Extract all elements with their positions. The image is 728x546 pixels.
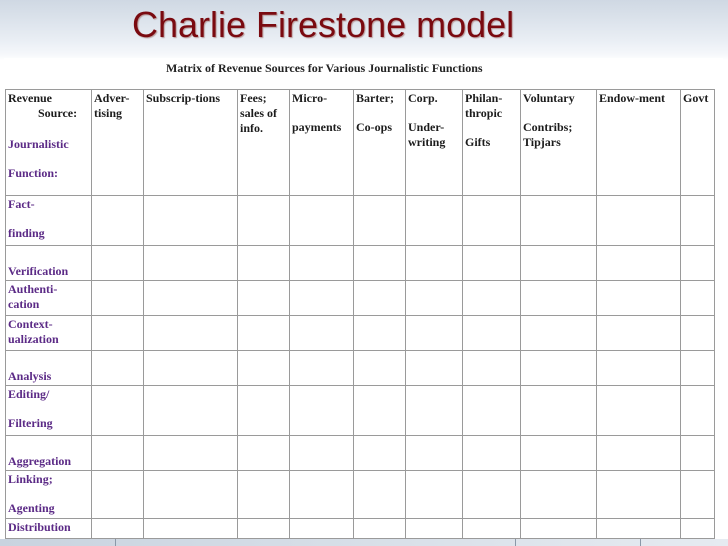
matrix-cell — [290, 351, 354, 386]
matrix-row — [6, 471, 715, 519]
corner-function-label: Function: — [8, 166, 59, 180]
matrix-cell — [238, 471, 290, 519]
row-label-line: Verification — [8, 264, 69, 278]
matrix-row — [6, 436, 715, 471]
row-label-line: cation — [8, 297, 40, 311]
matrix-cell — [406, 351, 463, 386]
matrix-cell — [92, 351, 144, 386]
matrix-cell — [521, 471, 597, 519]
matrix-cell — [406, 519, 463, 539]
matrix-cell — [521, 246, 597, 281]
slide-footer-bar — [0, 539, 728, 546]
footer-divider — [515, 539, 516, 546]
corner-source-label: Source: — [38, 106, 78, 120]
matrix-cell — [681, 471, 715, 519]
matrix-cell — [354, 246, 406, 281]
matrix-cell — [354, 386, 406, 436]
row-label — [6, 196, 92, 246]
matrix-cell — [144, 281, 238, 316]
matrix-cell — [597, 436, 681, 471]
matrix-cell — [463, 471, 521, 519]
column-header-line: sales of — [240, 106, 277, 120]
matrix-cell — [463, 281, 521, 316]
corner-cell — [6, 90, 92, 196]
matrix-cell — [144, 471, 238, 519]
column-header — [463, 90, 521, 196]
header-row — [6, 90, 715, 196]
column-header-line: Micro- — [292, 91, 328, 105]
column-header-line: Adver- — [94, 91, 130, 105]
matrix-cell — [238, 196, 290, 246]
column-header-line: tising — [94, 106, 123, 120]
matrix-cell — [92, 519, 144, 539]
matrix-cell — [463, 246, 521, 281]
column-header-line: payments — [292, 120, 342, 134]
matrix-cell — [521, 519, 597, 539]
matrix-cell — [681, 519, 715, 539]
row-label — [6, 281, 92, 316]
matrix-cell — [354, 471, 406, 519]
column-header-line: Endow-ment — [599, 91, 666, 105]
matrix-cell — [354, 351, 406, 386]
matrix-cell — [681, 436, 715, 471]
matrix-cell — [92, 281, 144, 316]
matrix-cell — [681, 386, 715, 436]
matrix-cell — [521, 386, 597, 436]
column-header-line: Philan- — [465, 91, 503, 105]
matrix-cell — [406, 316, 463, 351]
corner-revenue-label: Revenue — [8, 91, 52, 105]
matrix-cell — [597, 351, 681, 386]
column-header-line: Subscrip-tions — [146, 91, 221, 105]
matrix-cell — [92, 246, 144, 281]
matrix-cell — [290, 246, 354, 281]
column-header — [406, 90, 463, 196]
column-header-line: writing — [408, 135, 446, 149]
matrix-cell — [521, 196, 597, 246]
matrix-cell — [290, 196, 354, 246]
row-label-line: Filtering — [8, 416, 53, 430]
row-label-line: Context- — [8, 317, 53, 331]
matrix-cell — [681, 316, 715, 351]
matrix-cell — [681, 351, 715, 386]
matrix-row — [6, 246, 715, 281]
row-label-line: Authenti- — [8, 282, 58, 296]
matrix-cell — [238, 316, 290, 351]
column-header — [290, 90, 354, 196]
matrix-cell — [597, 519, 681, 539]
matrix-cell — [92, 471, 144, 519]
matrix-cell — [238, 246, 290, 281]
row-label — [6, 246, 92, 281]
matrix-cell — [597, 316, 681, 351]
matrix-cell — [354, 316, 406, 351]
matrix-cell — [681, 246, 715, 281]
matrix-cell — [597, 196, 681, 246]
matrix-cell — [681, 281, 715, 316]
column-header-line: Tipjars — [523, 135, 561, 149]
matrix-cell — [238, 386, 290, 436]
matrix-cell — [597, 471, 681, 519]
matrix-cell — [238, 351, 290, 386]
matrix-cell — [290, 281, 354, 316]
row-label — [6, 436, 92, 471]
matrix-caption: Matrix of Revenue Sources for Various Journalistic Functions — [166, 61, 483, 75]
matrix-cell — [681, 196, 715, 246]
column-header-line: Corp. — [408, 91, 438, 105]
matrix-cell — [290, 519, 354, 539]
column-header — [144, 90, 238, 196]
matrix-cell — [144, 351, 238, 386]
column-header-line: Under- — [408, 120, 445, 134]
row-label-line: Aggregation — [8, 454, 72, 468]
matrix-cell — [238, 281, 290, 316]
revenue-matrix-table — [5, 89, 715, 539]
row-label-line: Linking; — [8, 472, 53, 486]
matrix-row — [6, 281, 715, 316]
matrix-row — [6, 386, 715, 436]
matrix-row — [6, 316, 715, 351]
footer-divider — [115, 539, 116, 546]
matrix-cell — [144, 386, 238, 436]
matrix-row — [6, 196, 715, 246]
row-label-line: Editing/ — [8, 387, 50, 401]
row-label — [6, 519, 92, 539]
matrix-cell — [521, 436, 597, 471]
matrix-cell — [290, 436, 354, 471]
column-header — [597, 90, 681, 196]
matrix-cell — [406, 471, 463, 519]
matrix-cell — [92, 196, 144, 246]
column-header — [92, 90, 144, 196]
matrix-cell — [406, 246, 463, 281]
matrix-cell — [463, 351, 521, 386]
matrix-cell — [463, 386, 521, 436]
row-label — [6, 351, 92, 386]
matrix-cell — [406, 386, 463, 436]
matrix-cell — [521, 281, 597, 316]
matrix-cell — [290, 316, 354, 351]
slide-title: Charlie Firestone model — [132, 4, 515, 45]
matrix-cell — [354, 196, 406, 246]
corner-journalistic-label: Journalistic — [8, 137, 69, 151]
column-header-line: Fees; — [240, 91, 267, 105]
matrix-cell — [354, 436, 406, 471]
column-header-line: Gifts — [465, 135, 491, 149]
matrix-cell — [354, 519, 406, 539]
matrix-row — [6, 519, 715, 539]
row-label — [6, 316, 92, 351]
column-header-line: Co-ops — [356, 120, 393, 134]
matrix-cell — [463, 436, 521, 471]
row-label-line: Agenting — [8, 501, 55, 515]
matrix-cell — [354, 281, 406, 316]
matrix-cell — [144, 519, 238, 539]
matrix-cell — [521, 316, 597, 351]
matrix-cell — [92, 386, 144, 436]
matrix-cell — [597, 386, 681, 436]
row-label-line: Analysis — [8, 369, 52, 383]
matrix-cell — [92, 316, 144, 351]
column-header — [521, 90, 597, 196]
matrix-cell — [144, 436, 238, 471]
row-label-line: Fact- — [8, 197, 35, 211]
row-label-line: Distribution — [8, 520, 71, 534]
matrix-cell — [597, 246, 681, 281]
footer-divider — [640, 539, 641, 546]
column-header — [238, 90, 290, 196]
matrix-cell — [144, 196, 238, 246]
row-label — [6, 471, 92, 519]
matrix-cell — [463, 519, 521, 539]
matrix-cell — [406, 281, 463, 316]
column-header-line: info. — [240, 121, 264, 135]
matrix-cell — [238, 519, 290, 539]
matrix-row — [6, 351, 715, 386]
matrix-cell — [406, 196, 463, 246]
matrix-cell — [144, 246, 238, 281]
matrix-cell — [238, 436, 290, 471]
column-header-line: Govt — [683, 91, 709, 105]
row-label — [6, 386, 92, 436]
row-label-line: ualization — [8, 332, 59, 346]
matrix-cell — [406, 436, 463, 471]
matrix-cell — [521, 351, 597, 386]
matrix-cell — [290, 471, 354, 519]
column-header-line: Barter; — [356, 91, 394, 105]
matrix-cell — [92, 436, 144, 471]
matrix-cell — [144, 316, 238, 351]
matrix-cell — [463, 196, 521, 246]
column-header — [354, 90, 406, 196]
column-header — [681, 90, 715, 196]
matrix-cell — [463, 316, 521, 351]
row-label-line: finding — [8, 226, 45, 240]
column-header-line: Contribs; — [523, 120, 573, 134]
matrix-cell — [290, 386, 354, 436]
column-header-line: thropic — [465, 106, 503, 120]
column-header-line: Voluntary — [523, 91, 575, 105]
spacer — [8, 121, 89, 137]
matrix-cell — [597, 281, 681, 316]
